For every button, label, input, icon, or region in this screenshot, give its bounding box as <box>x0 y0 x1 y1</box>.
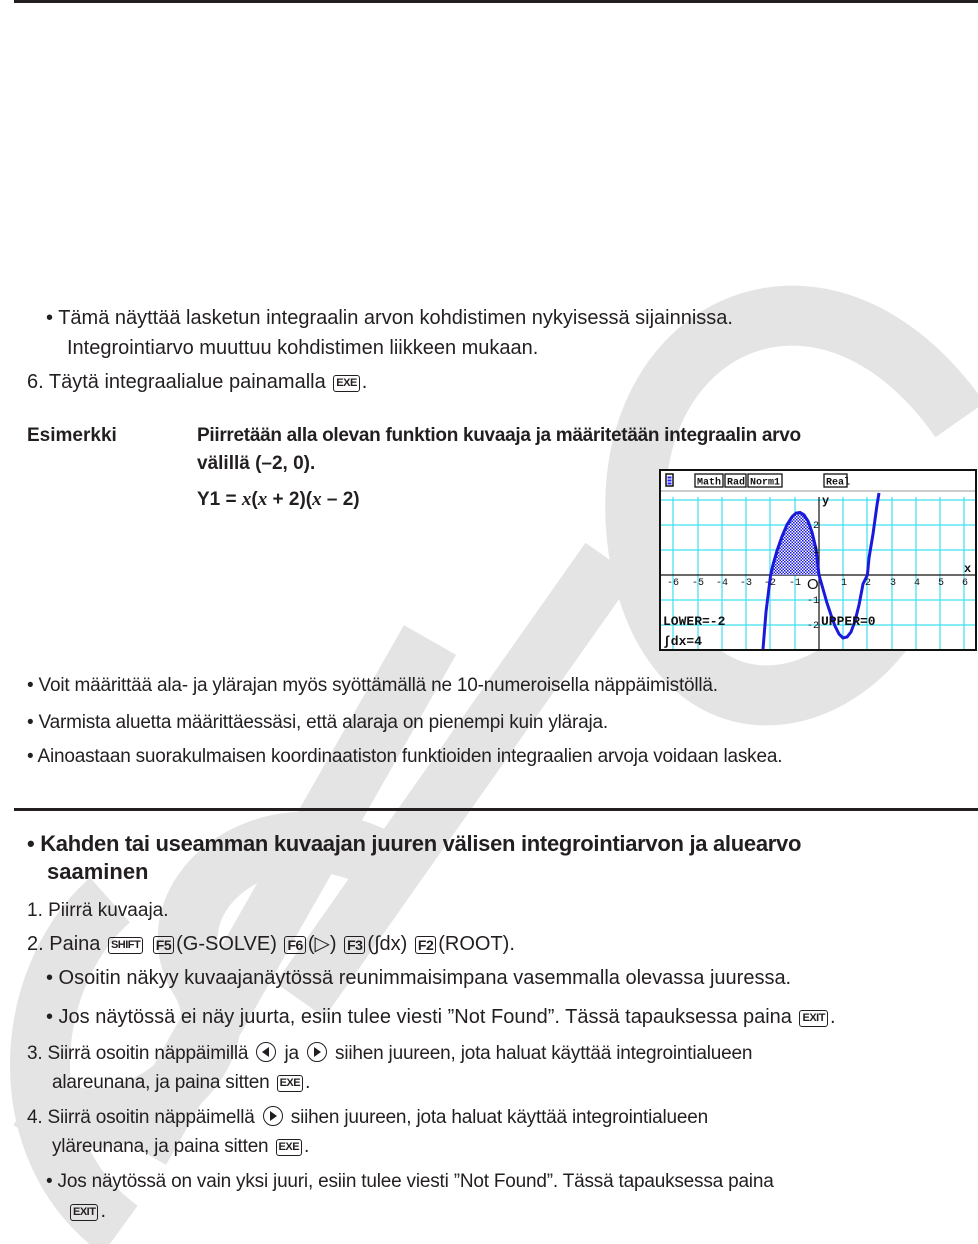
x-tick: 4 <box>914 578 921 589</box>
formula-paren: ( <box>251 489 258 510</box>
exit-key: EXIT <box>799 1010 827 1027</box>
step-6-text: 6. Täytä integraalialue painamalla <box>27 371 326 393</box>
status-real: Real <box>826 477 851 489</box>
origin-label: O <box>807 576 819 593</box>
step-4 <box>27 1106 708 1130</box>
status-norm: Norm1 <box>750 477 781 489</box>
example-label: Esimerkki <box>27 425 117 446</box>
top-rule <box>14 0 978 3</box>
period: . <box>304 1136 310 1157</box>
x-tick: -5 <box>692 578 705 589</box>
f2-label: (ROOT). <box>438 933 515 955</box>
period: . <box>100 1200 107 1222</box>
right-arrow-key-icon <box>263 1106 283 1126</box>
formula-prefix: Y1 = <box>197 489 242 510</box>
step-6 <box>27 370 367 394</box>
upper-bound-label: UPPER=0 <box>821 614 876 629</box>
step-4-text-d: yläreunana, ja paina sitten <box>52 1136 269 1157</box>
section-title-line-2: saaminen <box>47 859 149 884</box>
section-title <box>27 830 801 858</box>
example-line-2: välillä (–2, 0). <box>197 453 316 474</box>
x-tick: -3 <box>740 578 753 589</box>
x-tick: 1 <box>841 578 848 589</box>
exe-key: EXE <box>276 1139 303 1156</box>
y-axis-label: y <box>822 494 830 508</box>
step-3-text-c: siihen juureen, jota haluat käyttää integrointialueen <box>335 1043 753 1064</box>
graph-svg <box>661 471 975 649</box>
step-2-bullet-1: • Osoitin näkyy kuvaajanäytössä reunimmaisimpana vasemmalla olevassa juuressa. <box>46 967 792 989</box>
step-2-bullet-2 <box>46 1005 836 1029</box>
exe-key: EXE <box>277 1075 304 1092</box>
f6-key: F6 <box>284 936 305 954</box>
step-3-and: ja <box>284 1043 299 1064</box>
step-4-bullet-1: • Jos näytössä on vain yksi juuri, esiin tulee viesti ”Not Found”. Tässä tapauksessa paina <box>46 1171 774 1192</box>
note-1: • Voit määrittää ala- ja ylärajan myös syöttämällä ne 10-numeroisella näppäimistöllä. <box>27 675 718 696</box>
x-axis-label: x <box>964 562 972 576</box>
step-3 <box>27 1042 752 1066</box>
formula-var: x <box>312 489 322 510</box>
step-4-bullet-1-line-2 <box>68 1199 106 1223</box>
formula-var: x <box>241 489 252 510</box>
right-arrow-key-icon <box>307 1042 327 1062</box>
example-line-1: Piirretään alla olevan funktion kuvaaja ja määritetään integraalin arvo <box>197 425 801 446</box>
x-tick: 6 <box>962 578 969 589</box>
step-4-text-a: 4. Siirrä osoitin näppäimellä <box>27 1107 255 1128</box>
period: . <box>305 1072 311 1093</box>
intro-bullet-continuation: Integrointiarvo muuttuu kohdistimen liikkeen mukaan. <box>67 337 539 359</box>
f6-label: (▷) <box>307 933 337 955</box>
f3-key: F3 <box>344 936 365 954</box>
step-3-line-2 <box>52 1071 310 1095</box>
f3-label: (∫dx) <box>367 933 408 955</box>
x-tick: 2 <box>865 578 872 589</box>
step-4-line-2 <box>52 1135 309 1159</box>
x-tick: -2 <box>764 578 777 589</box>
f5-key: F5 <box>153 936 174 954</box>
y-tick: -2 <box>807 621 820 632</box>
f5-label: (G-SOLVE) <box>176 933 277 955</box>
step-3-text-a: 3. Siirrä osoitin näppäimillä <box>27 1043 249 1064</box>
note-3: • Ainoastaan suorakulmaisen koordinaatiston funktioiden integraalien arvoja voidaan laskea. <box>27 746 783 767</box>
y-tick: -1 <box>807 596 820 607</box>
step-2-bullet-2-text: • Jos näytössä ei näy juurta, esiin tulee viesti ”Not Found”. Tässä tapauksessa paina <box>46 1006 792 1028</box>
section-bullet: • <box>27 831 35 856</box>
x-tick: -4 <box>716 578 729 589</box>
note-2: • Varmista aluetta määrittäessäsi, että alaraja on pienempi kuin yläraja. <box>27 712 608 733</box>
section-rule <box>14 808 978 811</box>
x-tick: -6 <box>667 578 680 589</box>
left-arrow-key-icon <box>256 1042 276 1062</box>
x-tick: -1 <box>789 578 802 589</box>
step-4-text-c: siihen juureen, jota haluat käyttää integrointialueen <box>290 1107 708 1128</box>
y-tick: 2 <box>813 521 820 532</box>
shift-key: SHIFT <box>108 937 143 954</box>
y-tick: 1 <box>813 546 820 557</box>
step-2 <box>27 932 515 956</box>
calculator-graph-screen <box>659 469 977 651</box>
x-tick: 5 <box>938 578 945 589</box>
period: . <box>829 1006 836 1028</box>
status-math: Math <box>697 477 722 489</box>
step-1: 1. Piirrä kuvaaja. <box>27 900 169 921</box>
example-formula <box>197 488 360 512</box>
formula-var: x <box>257 489 268 510</box>
status-rad: Rad <box>727 477 746 489</box>
f2-key: F2 <box>415 936 436 954</box>
period: . <box>361 371 368 393</box>
status-bar <box>661 474 975 491</box>
x-tick: 3 <box>890 578 897 589</box>
formula-mid: + 2)( <box>267 489 313 510</box>
step-3-text-d: alareunana, ja paina sitten <box>52 1072 270 1093</box>
integral-result-label: ∫dx=4 <box>663 634 703 649</box>
exe-key: EXE <box>333 375 360 392</box>
lower-bound-label: LOWER=-2 <box>663 614 726 629</box>
step-2-prefix: 2. Paina <box>27 933 101 955</box>
exit-key: EXIT <box>70 1204 98 1221</box>
intro-bullet: • Tämä näyttää lasketun integraalin arvon kohdistimen nykyisessä sijainnissa. <box>46 307 733 329</box>
formula-end: – 2) <box>321 489 360 510</box>
section-title-line-1: Kahden tai useamman kuvaajan juuren välisen integrointiarvon ja aluearvo <box>40 831 802 856</box>
